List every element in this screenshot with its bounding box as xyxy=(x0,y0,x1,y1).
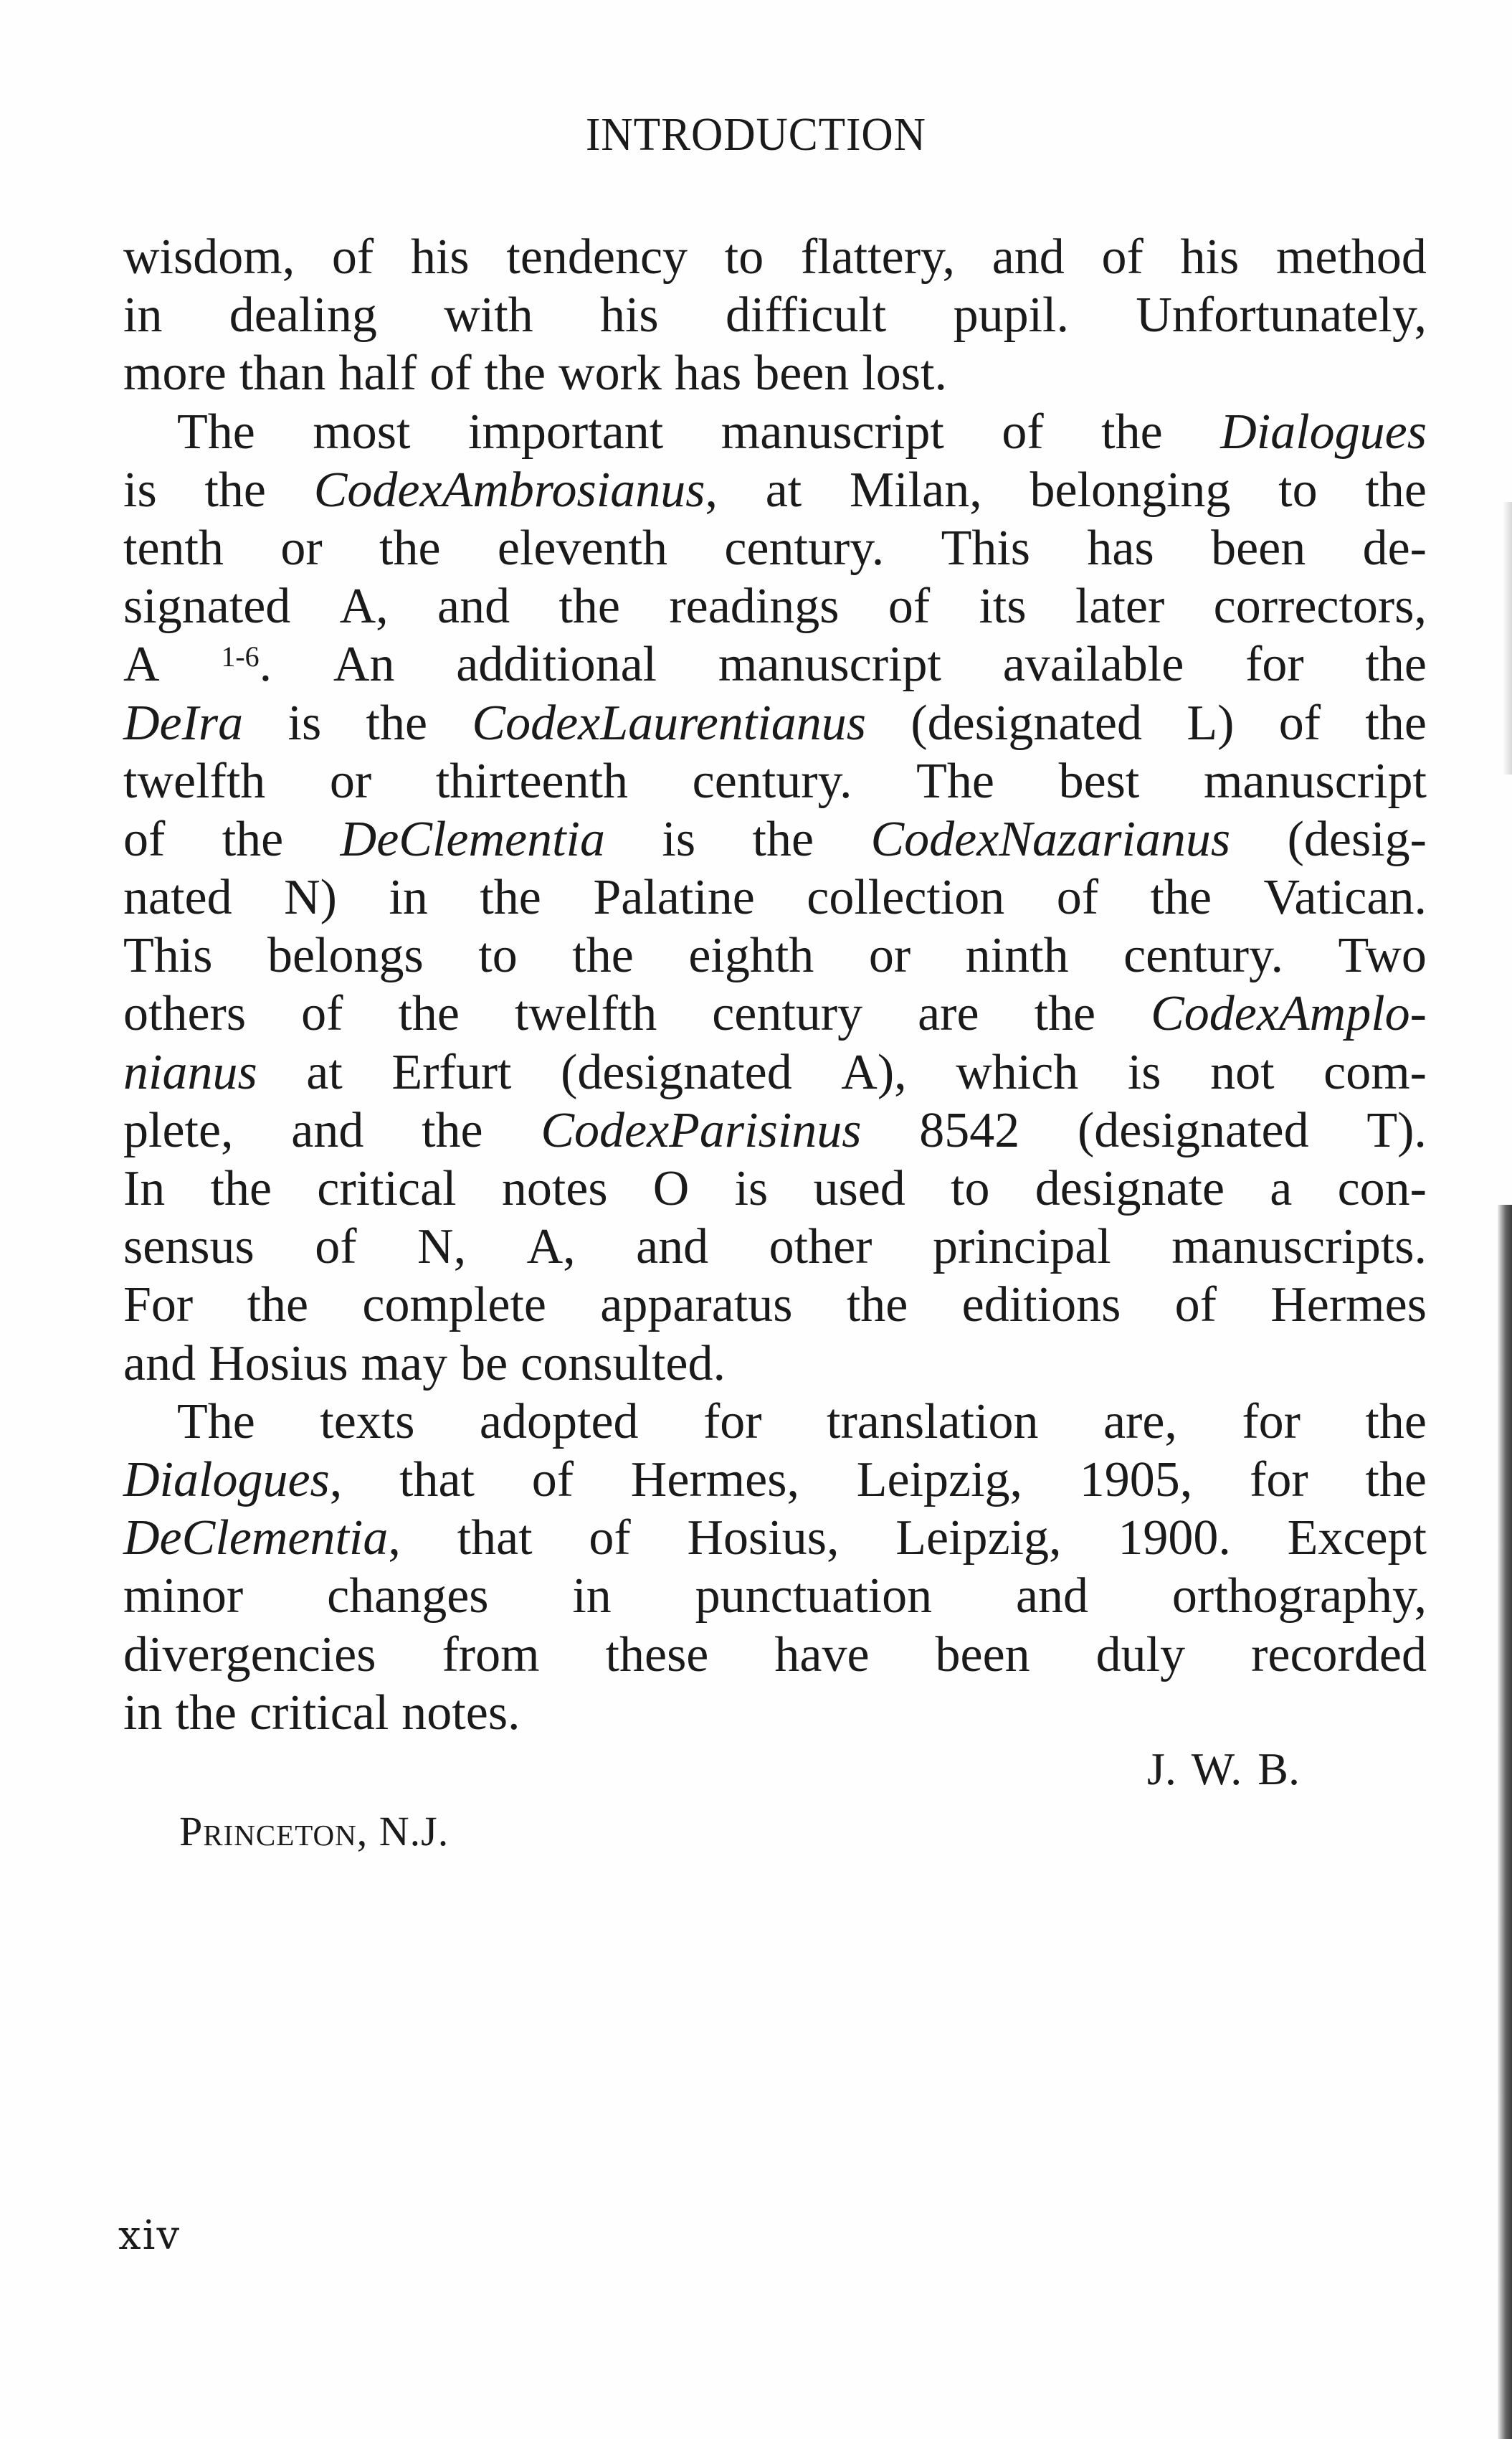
word: is xyxy=(734,1161,769,1216)
word: the xyxy=(480,870,541,926)
word: manuscript xyxy=(718,637,941,693)
word: CodexAmplo- xyxy=(1151,986,1427,1042)
word: recorded xyxy=(1251,1626,1427,1682)
word: sensus xyxy=(123,1219,255,1275)
text-line xyxy=(123,1567,1427,1625)
text-line xyxy=(123,985,1427,1043)
word: (designated xyxy=(561,1044,792,1100)
word: L) xyxy=(1187,695,1235,751)
word: (desig- xyxy=(1287,811,1427,867)
word: its xyxy=(979,579,1027,635)
word: readings xyxy=(669,579,840,635)
word: the xyxy=(175,1685,237,1741)
word: the xyxy=(1365,462,1427,518)
word: and xyxy=(992,229,1065,285)
word: or xyxy=(868,928,911,984)
word: more xyxy=(123,346,227,402)
word: available xyxy=(1002,637,1184,693)
word: manuscript xyxy=(721,404,944,460)
word: CodexNazarianus xyxy=(870,811,1231,867)
text-line xyxy=(123,1102,1427,1160)
word: Dialogues, xyxy=(123,1451,343,1507)
word: Hermes xyxy=(1270,1277,1427,1333)
word: important xyxy=(468,404,664,460)
text-line xyxy=(123,1276,1427,1334)
text-line xyxy=(123,344,1427,402)
word: to xyxy=(1278,462,1318,518)
word: in xyxy=(123,1685,163,1741)
word: of xyxy=(531,1451,574,1507)
text-line xyxy=(123,1626,1427,1684)
word: has xyxy=(1087,520,1154,576)
word: punctuation xyxy=(695,1568,933,1624)
word: of xyxy=(123,811,166,867)
word: texts xyxy=(320,1393,415,1449)
word: notes xyxy=(501,1161,608,1216)
word: A xyxy=(123,637,160,693)
word: T). xyxy=(1366,1102,1427,1158)
word: adopted xyxy=(479,1393,639,1449)
word: orthography, xyxy=(1171,1568,1427,1624)
word: that xyxy=(399,1451,475,1507)
word: principal xyxy=(932,1219,1111,1275)
word: A), xyxy=(841,1044,907,1100)
word: the xyxy=(379,520,441,576)
text-line xyxy=(123,403,1427,461)
word: his xyxy=(1180,229,1240,285)
word: of xyxy=(315,1219,357,1275)
word: of xyxy=(1101,229,1143,285)
word: thirteenth xyxy=(435,753,629,809)
text-line xyxy=(123,1218,1427,1276)
word: and xyxy=(291,1102,364,1158)
word: century xyxy=(712,986,863,1042)
word: Dialogues xyxy=(1220,404,1427,460)
word: N, xyxy=(417,1219,467,1275)
word: CodexParisinus xyxy=(541,1102,862,1158)
word: been xyxy=(935,1626,1030,1682)
word: that xyxy=(457,1510,533,1566)
word: with xyxy=(444,288,533,344)
word: complete xyxy=(362,1277,546,1333)
text-line xyxy=(123,752,1427,810)
word: for xyxy=(1250,1451,1308,1507)
word: critical xyxy=(249,1685,389,1741)
word: method xyxy=(1275,229,1427,285)
word: 1900. xyxy=(1118,1510,1231,1566)
text-line xyxy=(123,1043,1427,1102)
word: half xyxy=(338,346,417,402)
word: Except xyxy=(1287,1510,1427,1566)
text-line xyxy=(123,694,1427,752)
word: flattery, xyxy=(800,229,955,285)
word: consulted. xyxy=(520,1335,726,1391)
word: (designated xyxy=(910,695,1142,751)
word: Vatican. xyxy=(1263,870,1427,926)
page-number: xiv xyxy=(118,2212,181,2259)
word: at xyxy=(306,1044,343,1100)
place-text: Princeton, N.J. xyxy=(179,1808,450,1855)
word: best xyxy=(1058,753,1140,809)
word: his xyxy=(599,288,659,344)
word: century. xyxy=(1123,928,1283,984)
text-line xyxy=(123,286,1427,344)
word: Palatine xyxy=(593,870,755,926)
word: in xyxy=(123,288,163,344)
word: are, xyxy=(1103,1393,1177,1449)
word: tenth xyxy=(123,520,224,576)
word: For xyxy=(123,1277,194,1333)
word: This xyxy=(941,520,1031,576)
word: the xyxy=(222,811,284,867)
word: the xyxy=(210,1161,272,1216)
word: critical xyxy=(317,1161,457,1216)
text-line xyxy=(123,1335,1427,1393)
word: Hermes, xyxy=(630,1451,799,1507)
word: (designated xyxy=(1077,1102,1309,1158)
word: and xyxy=(1015,1568,1089,1624)
word: con- xyxy=(1337,1161,1427,1216)
word: for xyxy=(1242,1393,1301,1449)
word: CodexAmbrosianus, xyxy=(313,462,718,518)
word: than xyxy=(239,346,326,402)
introduction-body xyxy=(123,228,1427,1742)
word: century. xyxy=(692,753,852,809)
word: belonging xyxy=(1030,462,1231,518)
word: most xyxy=(313,404,411,460)
word: a xyxy=(1270,1161,1293,1216)
word: 1905, xyxy=(1079,1451,1193,1507)
text-line xyxy=(123,868,1427,927)
word: of xyxy=(1278,695,1321,751)
word: difficult xyxy=(726,288,887,344)
word: in xyxy=(389,870,428,926)
word: which xyxy=(956,1044,1079,1100)
text-line xyxy=(123,519,1427,577)
word: ninth xyxy=(965,928,1069,984)
text-line xyxy=(123,1393,1427,1451)
word: from xyxy=(442,1626,540,1682)
word: In xyxy=(123,1161,166,1216)
word: the xyxy=(1365,637,1427,693)
word: at xyxy=(765,462,802,518)
word: has xyxy=(674,346,742,402)
word: pupil. xyxy=(953,288,1069,344)
text-line xyxy=(123,228,1427,286)
word: and xyxy=(123,1335,196,1391)
word: for xyxy=(1245,637,1304,693)
word: work xyxy=(558,346,662,402)
word: twelfth xyxy=(514,986,657,1042)
word: divergencies xyxy=(123,1626,376,1682)
word: Two xyxy=(1338,928,1427,984)
word: An xyxy=(333,637,395,693)
word: been xyxy=(1211,520,1306,576)
word: 8542 xyxy=(919,1102,1020,1158)
word: the xyxy=(1365,1451,1427,1507)
word: Hosius, xyxy=(687,1510,840,1566)
word: Leipzig, xyxy=(895,1510,1062,1566)
word: the xyxy=(422,1102,483,1158)
word: Milan, xyxy=(849,462,982,518)
word: is xyxy=(287,695,322,751)
author-initials: J. W. B. xyxy=(1147,1743,1300,1794)
word: the xyxy=(398,986,460,1042)
word: of xyxy=(429,346,472,402)
word: the xyxy=(247,1277,309,1333)
word: nated xyxy=(123,870,232,926)
word: eighth xyxy=(688,928,814,984)
word: used xyxy=(813,1161,905,1216)
word: lost. xyxy=(862,346,947,402)
word: changes xyxy=(327,1568,489,1624)
word: plete, xyxy=(123,1102,234,1158)
word: minor xyxy=(123,1568,244,1624)
text-line xyxy=(123,1684,1427,1742)
word: of xyxy=(888,579,931,635)
word: the xyxy=(752,811,814,867)
word: of xyxy=(331,229,374,285)
word: the xyxy=(558,579,620,635)
word: designate xyxy=(1035,1161,1225,1216)
word: collection xyxy=(807,870,1005,926)
word: duly xyxy=(1095,1626,1186,1682)
word: to xyxy=(951,1161,990,1216)
word: be xyxy=(460,1335,508,1391)
word: or xyxy=(280,520,323,576)
word: A, xyxy=(339,579,389,635)
word: dealing xyxy=(229,288,377,344)
word: wisdom, xyxy=(123,229,295,285)
word: of xyxy=(1002,404,1044,460)
word: eleventh xyxy=(497,520,667,576)
word: the xyxy=(484,346,546,402)
word: century. xyxy=(724,520,885,576)
word: manuscripts. xyxy=(1171,1219,1427,1275)
word: are xyxy=(918,986,979,1042)
word: Hosius xyxy=(209,1335,348,1391)
word: notes. xyxy=(401,1685,520,1741)
word: This xyxy=(123,928,213,984)
word: DeClementia, xyxy=(123,1510,401,1566)
word: of xyxy=(589,1510,631,1566)
word: DeClementia xyxy=(340,811,606,867)
text-line xyxy=(123,927,1427,985)
word: the xyxy=(846,1277,908,1333)
word: O xyxy=(652,1161,690,1216)
word: Leipzig, xyxy=(856,1451,1023,1507)
word: nianus xyxy=(123,1044,257,1100)
word: CodexLaurentianus xyxy=(472,695,867,751)
text-line xyxy=(123,1509,1427,1567)
word: for xyxy=(703,1393,762,1449)
word: $^{1-6}$. xyxy=(221,637,272,693)
word: or xyxy=(329,753,372,809)
word: the xyxy=(572,928,634,984)
word: and xyxy=(636,1219,709,1275)
word: in xyxy=(572,1568,612,1624)
word: the xyxy=(204,462,266,518)
word: the xyxy=(1101,404,1163,460)
word: is xyxy=(662,811,696,867)
word: manuscript xyxy=(1203,753,1427,809)
word: is xyxy=(1127,1044,1161,1100)
word: of xyxy=(1056,870,1099,926)
word: to xyxy=(724,229,764,285)
text-line xyxy=(123,1160,1427,1218)
word: A, xyxy=(526,1219,576,1275)
word: to xyxy=(478,928,518,984)
word: The xyxy=(177,404,255,460)
word: correctors, xyxy=(1213,579,1427,635)
text-line xyxy=(123,577,1427,635)
word: the xyxy=(1365,695,1427,751)
book-spine-edge xyxy=(1498,1205,1512,2439)
running-head: INTRODUCTION xyxy=(586,108,926,161)
word: the xyxy=(1034,986,1096,1042)
word: com- xyxy=(1323,1044,1427,1100)
word: is xyxy=(123,462,157,518)
word: N) xyxy=(284,870,337,926)
text-line xyxy=(123,1451,1427,1509)
word: additional xyxy=(456,637,657,693)
word: de- xyxy=(1362,520,1427,576)
word: The xyxy=(916,753,994,809)
word: not xyxy=(1210,1044,1275,1100)
word: these xyxy=(605,1626,709,1682)
word: the xyxy=(1365,1393,1427,1449)
word: translation xyxy=(827,1393,1039,1449)
word: may xyxy=(361,1335,448,1391)
word: other xyxy=(769,1219,873,1275)
word: twelfth xyxy=(123,753,266,809)
word: apparatus xyxy=(600,1277,793,1333)
word: of xyxy=(1174,1277,1217,1333)
word: tendency xyxy=(506,229,688,285)
word: DeIra xyxy=(123,695,244,751)
word: editions xyxy=(961,1277,1121,1333)
place-line xyxy=(179,1807,449,1855)
word: Erfurt xyxy=(391,1044,512,1100)
word: The xyxy=(177,1393,255,1449)
word: his xyxy=(410,229,470,285)
word: and xyxy=(437,579,510,635)
word: have xyxy=(774,1626,870,1682)
text-line xyxy=(123,810,1427,868)
word: belongs xyxy=(267,928,424,984)
word: been xyxy=(754,346,850,402)
text-line xyxy=(123,461,1427,519)
word: the xyxy=(1150,870,1212,926)
page-edge-shadow xyxy=(1503,502,1512,775)
word: Unfortunately, xyxy=(1136,288,1427,344)
word: the xyxy=(366,695,428,751)
word: later xyxy=(1075,579,1165,635)
word: others xyxy=(123,986,247,1042)
word: signated xyxy=(123,579,291,635)
text-line xyxy=(123,635,1427,693)
word: of xyxy=(301,986,343,1042)
